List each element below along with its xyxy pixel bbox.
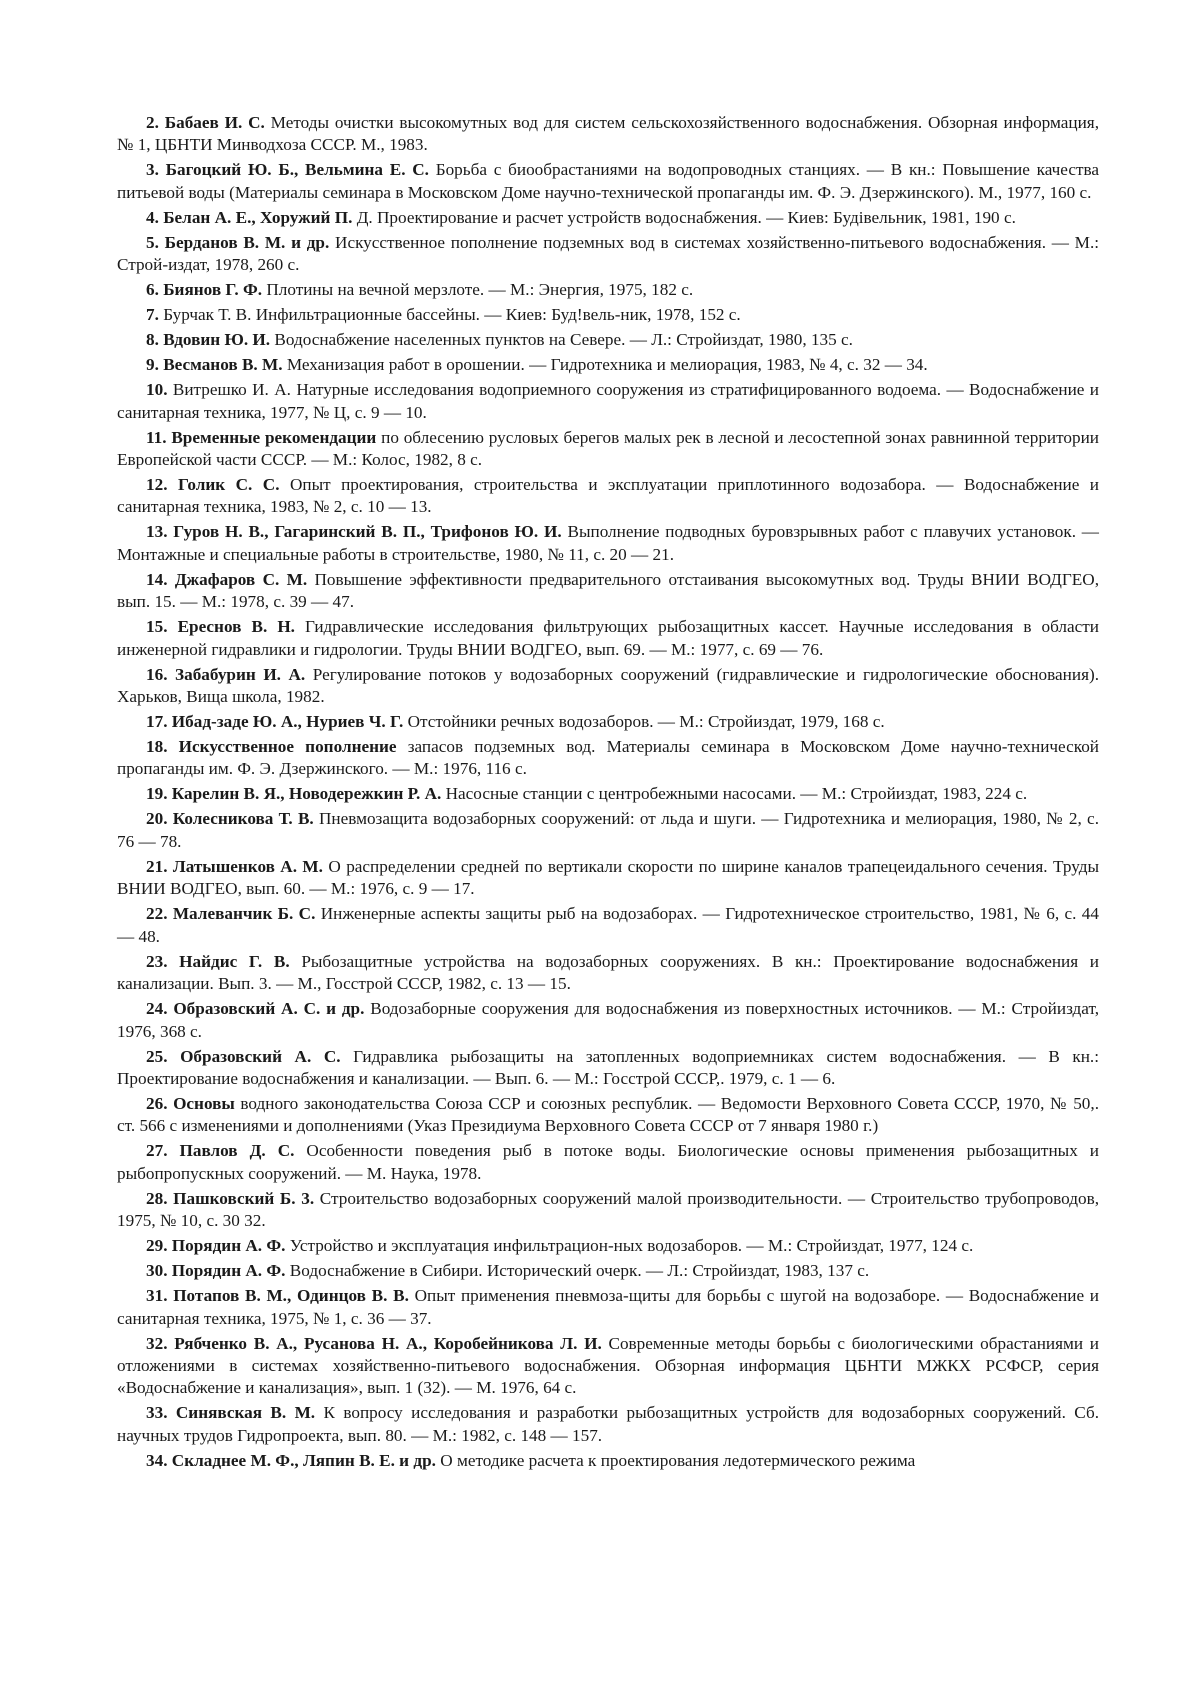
reference-number: 4. (146, 207, 159, 227)
reference-text: Строительство водозаборных сооружений малой производительности. — Строительство трубопроводов, 1975, № 10, с. 30 32. (117, 1188, 1100, 1231)
reference-author: Забабурин И. А. (175, 664, 306, 684)
reference-author: Ереснов В. Н. (177, 617, 295, 637)
reference-text: Бурчак Т. В. Инфильтрационные бассейны. — Киев: Буд!вель-ник, 1978, 152 с. (163, 305, 741, 325)
reference-number: 3. (146, 160, 159, 180)
reference-entry (117, 1188, 1099, 1233)
reference-text: Механизация работ в орошении. — Гидротехника и мелиорация, 1983, № 4, с. 32 — 34. (282, 355, 928, 375)
reference-text: водного законодательства Союза ССР и союзных республик. — Ведомости Верховного Совета СССР, 1970, № 50,. ст. 566 с изменениями и дополнениями (Указ Президиума Верховного Совета СССР от 7 января 1980 г.) (117, 1093, 1099, 1136)
reference-text: Борьба с биообрастаниями на водопроводных станциях. — В кн.: Повышение качества питьевой воды (Материалы семинара в Московском Доме научно-технической пропаганды им. Ф. Э. Дзержинского). М., 1977, 160 с. (117, 160, 1100, 202)
reference-entry (117, 279, 1099, 301)
reference-text: Искусственное пополнение подземных вод в системах хозяйственно-питьевого водоснабжения. — М.: Строй-издат, 1978, 260 с. (117, 232, 1100, 275)
reference-author: Временные рекомендации (171, 427, 377, 447)
reference-entry (117, 616, 1099, 661)
reference-number: 26. (146, 1093, 168, 1113)
reference-entry (117, 329, 1099, 351)
reference-text: Пневмозащита водозаборных сооружений: от льда и шуги. — Гидротехника и мелиорация, 1980, № 2, с. 76 — 78. (117, 809, 1099, 851)
reference-entry (117, 711, 1099, 733)
reference-number: 28. (146, 1188, 168, 1208)
reference-text: запасов подземных вод. Материалы семинара в Московском Доме научно-технической пропаганды им. Ф. Э. Дзержинского. — М.: 1976, 116 с. (117, 737, 1099, 779)
reference-number: 33. (146, 1403, 168, 1423)
reference-number: 17. (146, 712, 168, 732)
reference-text: Гидравлика рыбозащиты на затопленных водоприемниках систем водоснабжения. — В кн.: Проектирование водоснабжения и канализации. — Вып. 6. — М.: Госстрой СССР,. 1979, с. 1 — 6. (117, 1046, 1099, 1088)
reference-author: Берданов В. М. и др. (164, 232, 330, 252)
reference-number: 2. (146, 113, 159, 132)
reference-entry (117, 379, 1099, 424)
reference-author: Латышенков А. М. (172, 856, 323, 876)
reference-author: Рябченко В. А., Русанова Н. А., Коробейникова Л. И. (174, 1333, 602, 1353)
reference-number: 22. (146, 904, 168, 924)
reference-number: 7. (146, 305, 159, 325)
reference-entry (117, 1093, 1099, 1138)
reference-number: 12. (146, 475, 168, 495)
reference-text: Д. Проектирование и расчет устройств водоснабжения. — Киев: Будівельник, 1981, 190 с. (352, 207, 1016, 227)
reference-number: 18. (146, 737, 168, 757)
reference-text: Витрешко И. А. Натурные исследования водоприемного сооружения из стратифицированного водоема. — Водоснабжение и санитарная техника, 1977, № Ц, с. 9 — 10. (117, 380, 1099, 422)
reference-author: Малеванчик Б. С. (172, 904, 316, 924)
reference-number: 9. (146, 355, 159, 375)
reference-author: Биянов Г. Ф. (163, 280, 263, 300)
reference-author: Образовский А. С. и др. (173, 999, 365, 1019)
reference-text: Повышение эффективности предварительного отстаивания высокомутных вод. Труды ВНИИ ВОДГЕО, вып. 15. — М.: 1978, с. 39 — 47. (117, 569, 1099, 612)
reference-entry (117, 951, 1099, 996)
reference-author: Белан А. Е., Хоружий П. (163, 207, 353, 227)
reference-author: Весманов В. М. (163, 355, 283, 375)
reference-entry (117, 1402, 1099, 1447)
reference-entry (117, 783, 1099, 805)
reference-author: Бабаев И. С. (164, 113, 265, 132)
reference-number: 14. (146, 569, 168, 589)
reference-author: Джафаров С. М. (174, 569, 308, 589)
reference-entry (117, 856, 1099, 901)
reference-author: Синявская В. М. (175, 1403, 316, 1423)
reference-text: Выполнение подводных буровзрывных работ с плавучих установок. — Монтажные и специальные работы в строительстве, 1980, № 11, с. 20 — 21. (117, 522, 1099, 564)
reference-text: Плотины на вечной мерзлоте. — М.: Энергия, 1975, 182 с. (262, 280, 694, 300)
reference-text: Инженерные аспекты защиты рыб на водозаборах. — Гидротехническое строительство, 1981, № 6, с. 44 — 48. (117, 904, 1099, 946)
reference-entry (117, 159, 1099, 204)
reference-author: Гуров Н. В., Гагаринский В. П., Трифонов Ю. И. (173, 522, 562, 542)
reference-author: Ибад-заде Ю. А., Нуриев Ч. Г. (171, 712, 404, 732)
reference-number: 29. (146, 1236, 168, 1256)
reference-entry (117, 1140, 1099, 1185)
reference-text: К вопросу исследования и разработки рыбозащитных устройств для водозаборных сооружений. Сб. научных трудов Гидропроекта, вып. 80. — М.: 1982, с. 148 — 157. (117, 1403, 1099, 1445)
reference-entry (117, 232, 1099, 277)
reference-number: 27. (146, 1141, 168, 1161)
reference-author: Искусственное пополнение (178, 737, 397, 757)
reference-list (117, 112, 1099, 1475)
reference-entry (117, 569, 1099, 614)
reference-entry (117, 1285, 1099, 1330)
reference-entry (117, 474, 1099, 519)
reference-entry (117, 664, 1099, 709)
reference-text: Современные методы борьбы с биологическими обрастаниями и отложениями в системах хозяйственно-питьевого водоснабжения. Обзорная информация ЦБНТИ МЖКХ РСФСР, серия «Водоснабжение и канализация», вып. 1 (32). — М. 1976, 64 с. (117, 1333, 1100, 1398)
reference-text: Особенности поведения рыб в потоке воды. Биологические основы применения рыбозащитных и рыбопропускных сооружений. — М. Наука, 1978. (117, 1141, 1099, 1183)
reference-text: Опыт применения пневмоза-щиты для борьбы с шугой на водозаборе. — Водоснабжение и санитарная техника, 1975, № 1, с. 36 — 37. (117, 1286, 1100, 1328)
reference-number: 24. (146, 999, 168, 1019)
reference-author: Найдис Г. В. (179, 951, 290, 971)
reference-number: 13. (146, 522, 168, 542)
reference-text: О распределении средней по вертикали скорости по ширине каналов трапецеидального сечения. Труды ВНИИ ВОДГЕО, вып. 60. — М.: 1976, с. 9 — 17. (117, 856, 1099, 899)
reference-number: 11. (146, 427, 167, 447)
reference-number: 31. (146, 1286, 168, 1306)
reference-author: Образовский А. С. (180, 1046, 341, 1066)
reference-entry (117, 521, 1099, 566)
reference-author: Потапов В. М., Одинцов В. В. (173, 1286, 409, 1306)
reference-author: Карелин В. Я., Новодережкин Р. А. (171, 784, 442, 804)
reference-author: Колесникова Т. В. (172, 809, 314, 829)
reference-entry (117, 903, 1099, 948)
reference-number: 16. (146, 664, 168, 684)
reference-text: О методике расчета к проектирования ледотермического режима (435, 1450, 916, 1470)
reference-text: по облесению русловых берегов малых рек в лесной и лесостепной зонах равнинной территории Европейской части СССР. — М.: Колос, 1982, 8 с. (117, 427, 1099, 470)
reference-author: Голик С. С. (177, 475, 280, 495)
reference-author: Порядин А. Ф. (171, 1261, 286, 1281)
reference-author: Складнее М. Ф., Ляпин В. Е. и др. (171, 1450, 436, 1470)
reference-number: 6. (146, 280, 159, 300)
reference-text: Регулирование потоков у водозаборных сооружений (гидравлические и гидрологические обоснования). Харьков, Вища школа, 1982. (117, 664, 1099, 707)
reference-text: Методы очистки высокомутных вод для систем сельскохозяйственного водоснабжения. Обзорная информация, № 1, ЦБНТИ Минводхоза СССР. М., 1983. (117, 113, 1100, 155)
reference-number: 5. (146, 232, 159, 252)
reference-entry (117, 1333, 1099, 1400)
reference-entry (117, 354, 1099, 376)
reference-text: Водоснабжение населенных пунктов на Севере. — Л.: Стройиздат, 1980, 135 с. (270, 330, 853, 350)
reference-text: Насосные станции с центробежными насосами. — М.: Стройиздат, 1983, 224 с. (441, 784, 1028, 804)
reference-author: Павлов Д. С. (179, 1141, 295, 1161)
reference-entry (117, 1235, 1099, 1257)
reference-text: Водозаборные сооружения для водоснабжения из поверхностных источников. — М.: Стройиздат, 1976, 368 с. (117, 999, 1099, 1041)
reference-author: Пашковский Б. 3. (173, 1188, 315, 1208)
reference-text: Гидравлические исследования фильтрующих рыбозащитных кассет. Научные исследования в области инженерной гидравлики и гидрологии. Труды ВНИИ ВОДГЕО, вып. 69. — М.: 1977, с. 69 — 76. (117, 617, 1099, 659)
reference-entry (117, 1260, 1099, 1282)
reference-entry (117, 1046, 1099, 1091)
reference-number: 15. (146, 617, 168, 637)
reference-number: 34. (146, 1450, 168, 1470)
reference-entry (117, 998, 1099, 1043)
reference-entry (117, 808, 1099, 853)
reference-number: 25. (146, 1046, 168, 1066)
reference-text: Рыбозащитные устройства на водозаборных сооружениях. В кн.: Проектирование водоснабжения и канализации. Вып. 3. — М., Госстрой СССР, 1982, с. 13 — 15. (117, 951, 1099, 994)
reference-number: 19. (146, 784, 168, 804)
reference-text: Водоснабжение в Сибири. Исторический очерк. — Л.: Стройиздат, 1983, 137 с. (285, 1261, 870, 1281)
reference-number: 10. (146, 380, 168, 400)
reference-number: 8. (146, 330, 159, 350)
reference-text: Устройство и эксплуатация инфильтрацион-ных водозаборов. — М.: Стройиздат, 1977, 124 с. (285, 1236, 974, 1256)
reference-author: Вдовин Ю. И. (163, 330, 271, 350)
reference-entry (117, 304, 1099, 326)
reference-text: Опыт проектирования, строительства и эксплуатации приплотинного водозабора. — Водоснабжение и санитарная техника, 1983, № 2, с. 10 — 13. (117, 475, 1100, 517)
reference-number: 21. (146, 856, 168, 876)
reference-author: Багоцкий Ю. Б., Вельмина Е. С. (165, 160, 429, 180)
reference-number: 20. (146, 809, 168, 829)
reference-entry (117, 207, 1099, 229)
reference-entry (117, 1450, 1099, 1472)
reference-entry (117, 736, 1099, 781)
reference-number: 23. (146, 951, 168, 971)
reference-text: Отстойники речных водозаборов. — М.: Стройиздат, 1979, 168 с. (403, 712, 885, 732)
reference-entry (117, 427, 1099, 472)
reference-number: 30. (146, 1261, 168, 1281)
reference-entry (117, 112, 1099, 157)
reference-author: Порядин А. Ф. (171, 1236, 286, 1256)
reference-number: 32. (146, 1333, 168, 1353)
reference-author: Основы (173, 1093, 235, 1113)
